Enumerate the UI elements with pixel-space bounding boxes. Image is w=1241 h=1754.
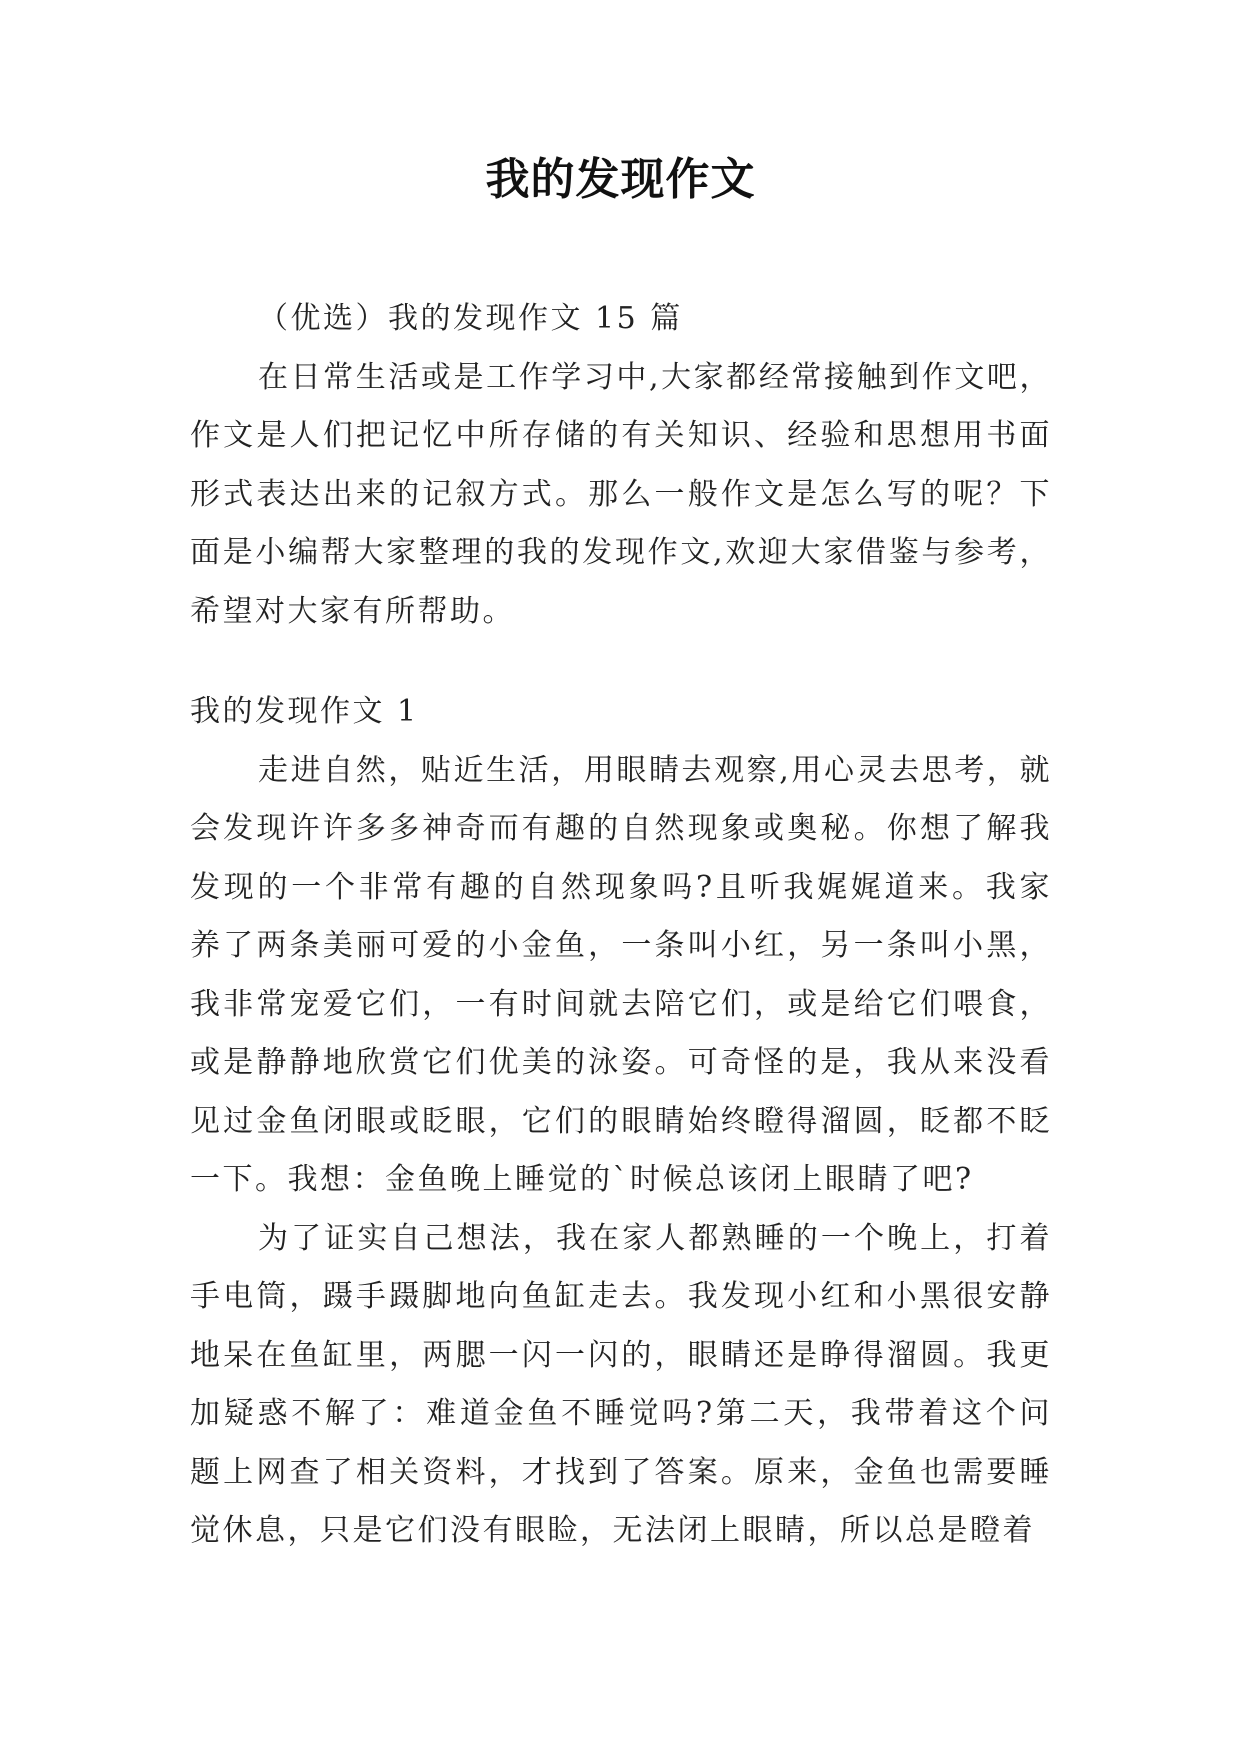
document-subtitle: （优选）我的发现作文 15 篇 <box>258 301 683 336</box>
document-body <box>190 290 1052 1561</box>
body-paragraph-1: 走进自然，贴近生活，用眼睛去观察,用心灵去思考，就会发现许许多多神奇而有趣的自然现象或奥秘。你想了解我发现的一个非常有趣的自然现象吗?且听我娓娓道来。我家养了两条美丽可爱的小金鱼，一条叫小红，另一条叫小黑，我非常宠爱它们，一有时间就去陪它们，或是给它们喂食，或是静静地欣赏它们优美的泳姿。可奇怪的是，我从来没看见过金鱼闭眼或眨眼，它们的眼睛始终瞪得溜圆，眨都不眨一下。我想：金鱼晚上睡觉的`时候总该闭上眼睛了吧? <box>190 752 1052 1197</box>
document-title: 我的发现作文 <box>485 154 756 205</box>
body-paragraph-2: 为了证实自己想法，我在家人都熟睡的一个晚上，打着手电筒，蹑手蹑脚地向鱼缸走去。我发现小红和小黑很安静地呆在鱼缸里，两腮一闪一闪的，眼睛还是睁得溜圆。我更加疑惑不解了：难道金鱼不睡觉吗?第二天，我带着这个问题上网查了相关资料，才找到了答案。原来，金鱼也需要睡觉休息，只是它们没有眼睑，无法闭上眼睛，所以总是瞪着 <box>190 1220 1052 1548</box>
section-heading: 我的发现作文 1 <box>190 694 419 729</box>
intro-paragraph: 在日常生活或是工作学习中,大家都经常接触到作文吧，作文是人们把记忆中所存储的有关知识、经验和思想用书面形式表达出来的记叙方式。那么一般作文是怎么写的呢？下面是小编帮大家整理的我的发现作文,欢迎大家借鉴与参考，希望对大家有所帮助。 <box>190 359 1052 629</box>
